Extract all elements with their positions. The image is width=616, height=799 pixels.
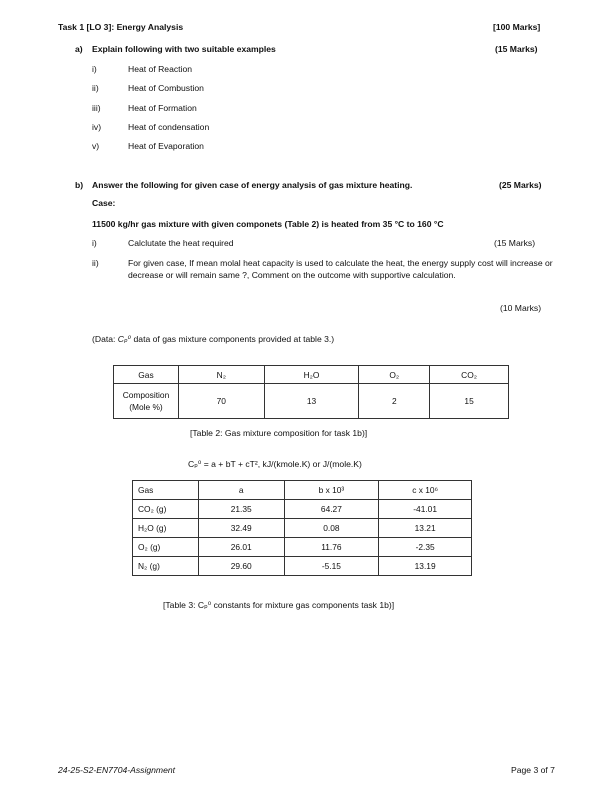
- table-cell: -5.15: [284, 557, 379, 576]
- case-label: Case:: [92, 198, 116, 208]
- footer-page-number: Page 3 of 7: [511, 765, 555, 775]
- part-b-item-text: For given case, If mean molal heat capacity is used to calculate the heat, the energy supply cost will increase or decrease or will remain same ?, Comment on the outcome with supportive calculation.: [128, 258, 553, 280]
- table-cell: 29.60: [198, 557, 284, 576]
- part-a-label: a): [75, 44, 83, 54]
- table-row: [114, 384, 509, 419]
- row-label-line: Composition: [122, 390, 170, 400]
- table3-caption: [Table 3: Cₚ⁰ constants for mixture gas components task 1b)]: [163, 600, 395, 610]
- table-cell: 64.27: [284, 500, 379, 519]
- part-b-marks: (25 Marks): [499, 180, 542, 190]
- table-cell: N₂ (g): [133, 557, 199, 576]
- table-header-cell: a: [198, 481, 284, 500]
- table-cell: H₂O (g): [133, 519, 199, 538]
- task-title: Task 1 [LO 3]: Energy Analysis: [58, 22, 184, 32]
- part-a-item-text: Heat of condensation: [128, 122, 210, 132]
- part-b-item-num: ii): [92, 258, 99, 268]
- table-cell: 0.08: [284, 519, 379, 538]
- footer-document-id: 24-25-S2-EN7704-Assignment: [58, 765, 176, 775]
- part-a-item-num: v): [92, 141, 100, 151]
- part-b-label: b): [75, 180, 84, 190]
- data-note-pre: (Data:: [92, 334, 118, 344]
- table-cell: 13.19: [379, 557, 472, 576]
- part-a-item-text: Heat of Evaporation: [128, 141, 204, 151]
- table-header-cell: CO₂: [430, 366, 509, 384]
- table-header-cell: H₂O: [264, 366, 359, 384]
- table2-caption: [Table 2: Gas mixture composition for task 1b)]: [190, 428, 368, 438]
- heat-capacity-equation: Cₚ⁰ = a + bT + cT², kJ/(kmole.K) or J/(mole.K): [188, 459, 362, 469]
- row-label-line: (Mole %): [129, 402, 163, 412]
- table-header-row: [114, 366, 509, 384]
- table-cell: O₂ (g): [133, 538, 199, 557]
- table-header-cell: c x 10⁶: [379, 481, 472, 500]
- part-a-item-text: Heat of Reaction: [128, 64, 193, 74]
- table-cell: -41.01: [379, 500, 472, 519]
- gas-composition-table: [113, 365, 509, 419]
- table-cell: 15: [430, 384, 509, 419]
- part-a-item-num: iii): [92, 103, 101, 113]
- heat-capacity-symbol: Cₚ⁰: [117, 334, 132, 344]
- table-cell: 32.49: [198, 519, 284, 538]
- table-cell: -2.35: [379, 538, 472, 557]
- heat-capacity-constants-table: [132, 480, 472, 576]
- part-b-item-marks: (10 Marks): [500, 303, 542, 313]
- part-b-item-text: Calclutate the heat required: [128, 238, 234, 248]
- table-header-cell: Gas: [133, 481, 199, 500]
- table-header-cell: b x 10³: [284, 481, 379, 500]
- table-row: [133, 557, 472, 576]
- part-b-question: Answer the following for given case of energy analysis of gas mixture heating.: [92, 180, 413, 190]
- table-cell: 26.01: [198, 538, 284, 557]
- table-cell: 13.21: [379, 519, 472, 538]
- row-label-cell: [114, 384, 179, 419]
- table-cell: 2: [359, 384, 430, 419]
- part-a-item-num: iv): [92, 122, 102, 132]
- part-a-item-num: i): [92, 64, 97, 74]
- data-note-post: data of gas mixture components provided at table 3.): [131, 334, 335, 344]
- table-header-cell: N₂: [178, 366, 264, 384]
- part-a-item-text: Heat of Formation: [128, 103, 197, 113]
- data-note: [92, 334, 334, 345]
- table-header-cell: O₂: [359, 366, 430, 384]
- part-b-item-marks: (15 Marks): [494, 238, 536, 248]
- table-cell: 21.35: [198, 500, 284, 519]
- case-text: 11500 kg/hr gas mixture with given componets (Table 2) is heated from 35 °C to 160 °C: [92, 219, 444, 229]
- part-a-item-num: ii): [92, 83, 99, 93]
- table-cell: 11.76: [284, 538, 379, 557]
- table-row: [133, 538, 472, 557]
- part-a-item-text: Heat of Combustion: [128, 83, 204, 93]
- table-row: [133, 500, 472, 519]
- task-marks: [100 Marks]: [493, 22, 541, 32]
- part-a-marks: (15 Marks): [495, 44, 538, 54]
- table-header-row: [133, 481, 472, 500]
- part-b-item-num: i): [92, 238, 97, 248]
- table-row: [133, 519, 472, 538]
- part-a-question: Explain following with two suitable examples: [92, 44, 276, 54]
- table-cell: 70: [178, 384, 264, 419]
- table-header-cell: Gas: [114, 366, 179, 384]
- table-cell: CO₂ (g): [133, 500, 199, 519]
- table-cell: 13: [264, 384, 359, 419]
